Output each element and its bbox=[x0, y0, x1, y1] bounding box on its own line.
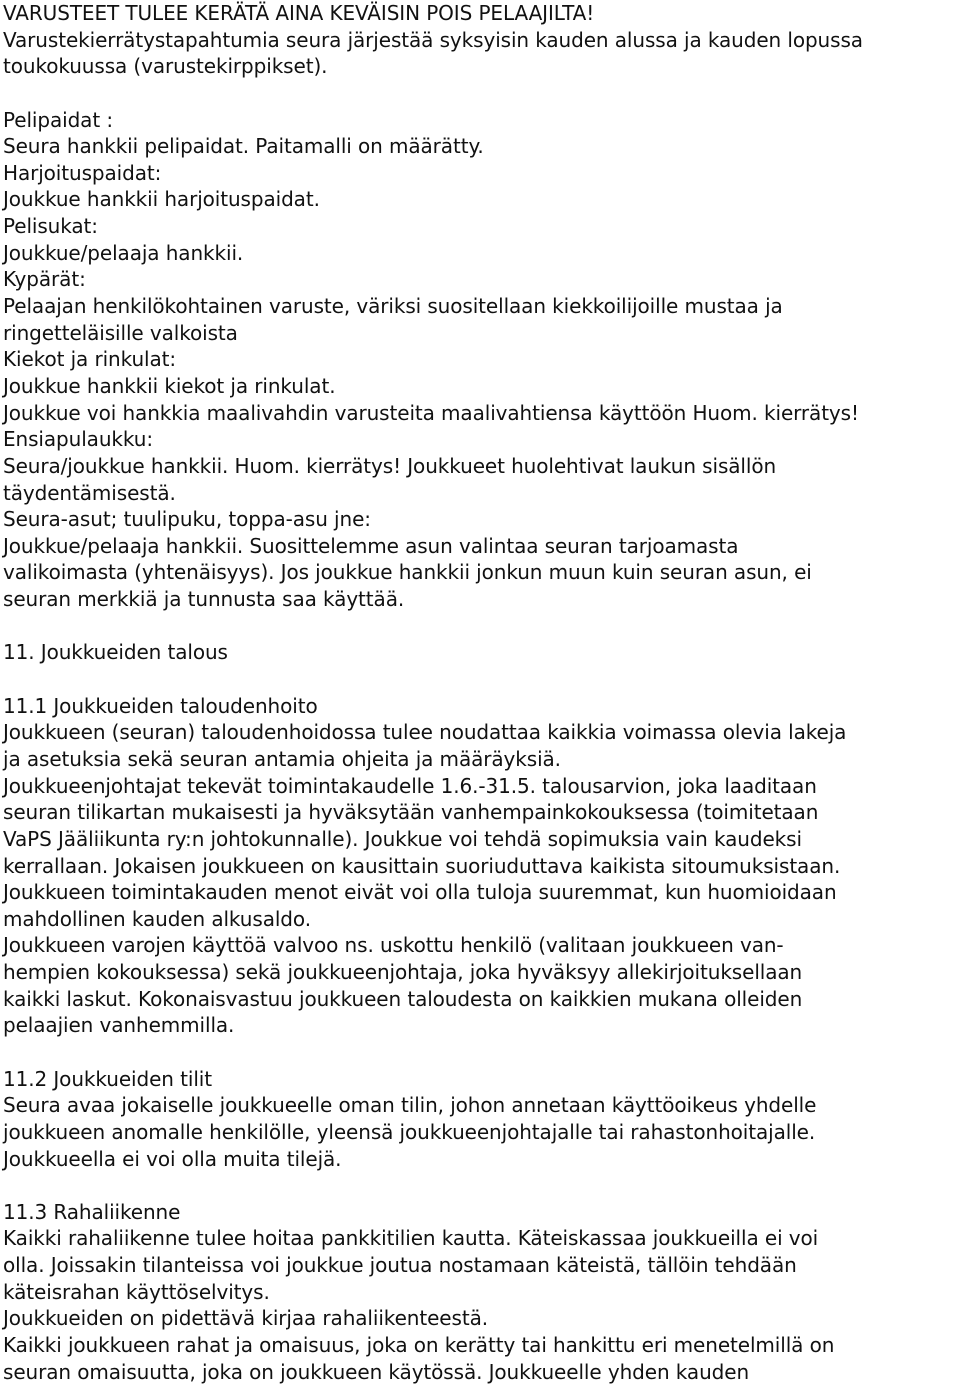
body-line: kerrallaan. Jokaisen joukkueen on kausittain suoriuduttava kaikista sitoumuksistaan. bbox=[3, 853, 841, 878]
section-heading: 11. Joukkueiden talous bbox=[3, 640, 228, 665]
body-line: Joukkue hankkii harjoituspaidat. bbox=[3, 187, 320, 212]
body-line: Joukkue voi hankkia maalivahdin varusteita maalivahtiensa käyttöön Huom. kierrätys! bbox=[3, 400, 859, 425]
item-heading-practice-shirts: Harjoituspaidat: bbox=[3, 160, 162, 185]
body-line: mahdollinen kauden alkusaldo. bbox=[3, 906, 311, 931]
body-line: Joukkueella ei voi olla muita tilejä. bbox=[3, 1146, 342, 1171]
body-line: täydentämisestä. bbox=[3, 480, 176, 505]
body-line: hempien kokouksessa) sekä joukkueenjohtaja, joka hyväksyy allekirjoituksellaan bbox=[3, 960, 803, 985]
subsection-bookkeeping bbox=[3, 693, 958, 1039]
body-line: joukkueen anomalle henkilölle, yleensä joukkueenjohtajalle tai rahastonhoitajalle. bbox=[3, 1119, 816, 1144]
subsection-accounts bbox=[3, 1066, 958, 1173]
body-line: Seura/joukkue hankkii. Huom. kierrätys! Joukkueet huolehtivat laukun sisällön bbox=[3, 453, 777, 478]
body-line: Joukkue/pelaaja hankkii. Suosittelemme asun valintaa seuran tarjoamasta bbox=[3, 533, 739, 558]
body-line: Kaikki rahaliikenne tulee hoitaa pankkitilien kautta. Käteiskassaa joukkueilla ei voi bbox=[3, 1226, 819, 1251]
body-line: Joukkueen varojen käyttöä valvoo ns. uskottu henkilö (valitaan joukkueen van- bbox=[3, 933, 784, 958]
body-line: Pelaajan henkilökohtainen varuste, väriksi suositellaan kiekkoilijoille mustaa ja bbox=[3, 294, 783, 319]
body-line: olla. Joissakin tilanteissa voi joukkue joutua nostamaan käteistä, tällöin tehdään bbox=[3, 1253, 797, 1278]
body-line: Joukkueiden on pidettävä kirjaa rahaliikenteestä. bbox=[3, 1306, 488, 1331]
body-line: seuran merkkiä ja tunnusta saa käyttää. bbox=[3, 587, 405, 612]
body-line: valikoimasta (yhtenäisyys). Jos joukkue hankkii jonkun muun kuin seuran asun, ei bbox=[3, 560, 812, 585]
body-line: toukokuussa (varustekirppikset). bbox=[3, 54, 328, 79]
blank-line bbox=[3, 80, 958, 107]
blank-line bbox=[3, 613, 958, 640]
body-line: käteisrahan käyttöselvitys. bbox=[3, 1279, 270, 1304]
blank-line bbox=[3, 1172, 958, 1199]
body-line: VaPS Jääliikunta ry:n johtokunnalle). Joukkue voi tehdä sopimuksia vain kaudeksi bbox=[3, 826, 802, 851]
body-line: Seura avaa jokaiselle joukkueelle oman tilin, johon annetaan käyttöoikeus yhdelle bbox=[3, 1093, 817, 1118]
document-page bbox=[3, 0, 958, 1385]
body-line: Joukkueenjohtajat tekevät toimintakaudelle 1.6.-31.5. talousarvion, joka laaditaan bbox=[3, 773, 817, 798]
item-heading-club-wear: Seura-asut; tuulipuku, toppa-asu jne: bbox=[3, 507, 371, 532]
equipment-section bbox=[3, 0, 958, 639]
item-heading-helmets: Kypärät: bbox=[3, 267, 86, 292]
body-line: Varustekierrätystapahtumia seura järjestää syksyisin kauden alussa ja kauden lopussa bbox=[3, 27, 863, 52]
item-heading-pucks: Kiekot ja rinkulat: bbox=[3, 347, 177, 372]
finance-section bbox=[3, 639, 958, 1385]
body-line: Joukkue/pelaaja hankkii. bbox=[3, 240, 244, 265]
body-line: seuran omaisuutta, joka on joukkueen käytössä. Joukkueelle yhden kauden bbox=[3, 1359, 750, 1384]
blank-line bbox=[3, 666, 958, 693]
item-heading-socks: Pelisukat: bbox=[3, 214, 98, 239]
subsection-heading: 11.3 Rahaliikenne bbox=[3, 1199, 181, 1224]
body-line: Joukkueen toimintakauden menot eivät voi olla tuloja suuremmat, kun huomioidaan bbox=[3, 880, 837, 905]
equipment-notice: VARUSTEET TULEE KERÄTÄ AINA KEVÄISIN POIS PELAAJILTA! bbox=[3, 1, 595, 25]
body-line: Joukkue hankkii kiekot ja rinkulat. bbox=[3, 373, 336, 398]
body-line: ja asetuksia sekä seuran antamia ohjeita ja määräyksiä. bbox=[3, 746, 561, 771]
body-line: Kaikki joukkueen rahat ja omaisuus, joka on kerätty tai hankittu eri menetelmillä on bbox=[3, 1333, 835, 1358]
body-line: seuran tilikartan mukaisesti ja hyväksytään vanhempainkokouksessa (toimitetaan bbox=[3, 800, 819, 825]
body-line: ringetteläisille valkoista bbox=[3, 320, 238, 345]
item-heading-game-shirts: Pelipaidat : bbox=[3, 107, 113, 132]
body-line: pelaajien vanhemmilla. bbox=[3, 1013, 235, 1038]
subsection-heading: 11.2 Joukkueiden tilit bbox=[3, 1066, 212, 1091]
subsection-cash-flow bbox=[3, 1199, 958, 1385]
blank-line bbox=[3, 1039, 958, 1066]
subsection-heading: 11.1 Joukkueiden taloudenhoito bbox=[3, 693, 318, 718]
item-heading-first-aid: Ensiapulaukku: bbox=[3, 427, 153, 452]
body-line: Joukkueen (seuran) taloudenhoidossa tulee noudattaa kaikkia voimassa olevia lakeja bbox=[3, 720, 847, 745]
body-line: kaikki laskut. Kokonaisvastuu joukkueen taloudesta on kaikkien mukana olleiden bbox=[3, 986, 803, 1011]
body-line: Seura hankkii pelipaidat. Paitamalli on määrätty. bbox=[3, 134, 484, 159]
